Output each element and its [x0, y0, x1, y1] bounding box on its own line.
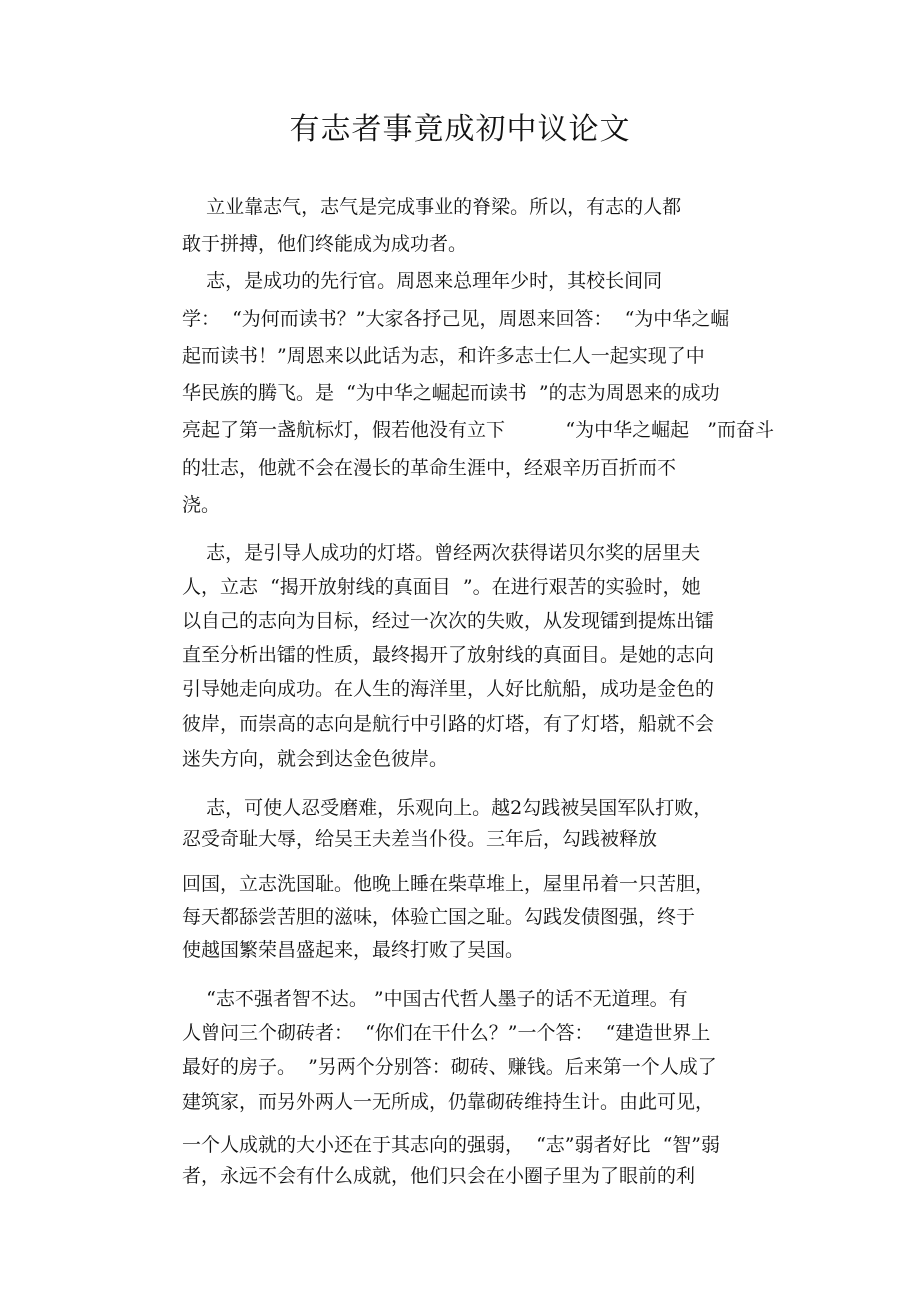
body-line: 立业靠志气，志气是完成事业的脊梁。所以，有志的人都 [182, 196, 682, 218]
body-line: 者，永远不会有什么成就，他们只会在小圈子里为了眼前的利 [182, 1165, 696, 1187]
body-line: 建筑家，而另外两人一无所成，仍靠砌砖维持生计。由此可见， [182, 1091, 715, 1113]
body-line: 彼岸，而崇高的志向是航行中引路的灯塔，有了灯塔，船就不会 [182, 713, 715, 735]
body-line: 起而读书！”周恩来以此话为志，和许多志士仁人一起实现了中 [182, 345, 705, 367]
body-line: 志，是引导人成功的灯塔。曾经两次获得诺贝尔奖的居里夫 [182, 542, 701, 564]
body-line: 忍受奇耻大辱，给吴王夫差当仆役。三年后，勾践被释放 [182, 828, 658, 850]
body-line: 人曾问三个砌砖者： “你们在干什么？”一个答： “建造世界上 [182, 1022, 711, 1044]
body-line: 直至分析出镭的性质，最终揭开了放射线的真面目。是她的志向 [182, 644, 715, 666]
body-line: 每天都舔尝苦胆的滋味，体验亡国之耻。勾践发债图强，终于 [182, 906, 696, 928]
body-line: 以自己的志向为目标，经过一次次的失败，从发现镭到提炼出镭 [182, 610, 715, 632]
body-line: 志，是成功的先行官。周恩来总理年少时，其校长间同 [182, 270, 663, 292]
document-title: 有志者事竟成初中议论文 [289, 112, 631, 147]
body-line: 一个人成就的大小还在于其志向的强弱， “志”弱者好比 “智”弱 [182, 1134, 721, 1156]
body-line: 华民族的腾飞。是 “为中华之崛起而读书 ”的志为周恩来的成功 [182, 382, 720, 404]
body-line: 使越国繁荣昌盛起来，最终打败了吴国。 [182, 939, 525, 961]
body-line: 敢于拼搏，他们终能成为成功者。 [182, 233, 468, 255]
body-line: 迷失方向，就会到达金色彼岸。 [182, 748, 449, 770]
body-line: 学： “为何而读书？”大家各抒己见，周恩来回答： “为中华之崛 [182, 308, 730, 330]
body-line: “志不强者智不达。 ”中国古代哲人墨子的话不无道理。有 [182, 988, 688, 1010]
body-line: 的壮志，他就不会在漫长的革命生涯中，经艰辛历百折而不 [182, 457, 677, 479]
body-line: 最好的房子。 ”另两个分别答：砌砖、赚钱。后来第一个人成了 [182, 1056, 717, 1078]
body-line: 志，可使人忍受磨难，乐观向上。越2勾践被吴国军队打败， [182, 797, 713, 819]
body-line: 浇。 [182, 494, 221, 516]
body-line: 回国，立志洗国耻。他晚上睡在柴草堆上，屋里吊着一只苦胆， [182, 873, 715, 895]
body-line: 引导她走向成功。在人生的海洋里，人好比航船，成功是金色的 [182, 678, 715, 700]
body-line: 人，立志 “揭开放射线的真面目 ”。在进行艰苦的实验时，她 [182, 576, 701, 598]
body-line: 亮起了第一盏航标灯，假若他没有立下 “为中华之崛起 ”而奋斗 [182, 419, 774, 441]
